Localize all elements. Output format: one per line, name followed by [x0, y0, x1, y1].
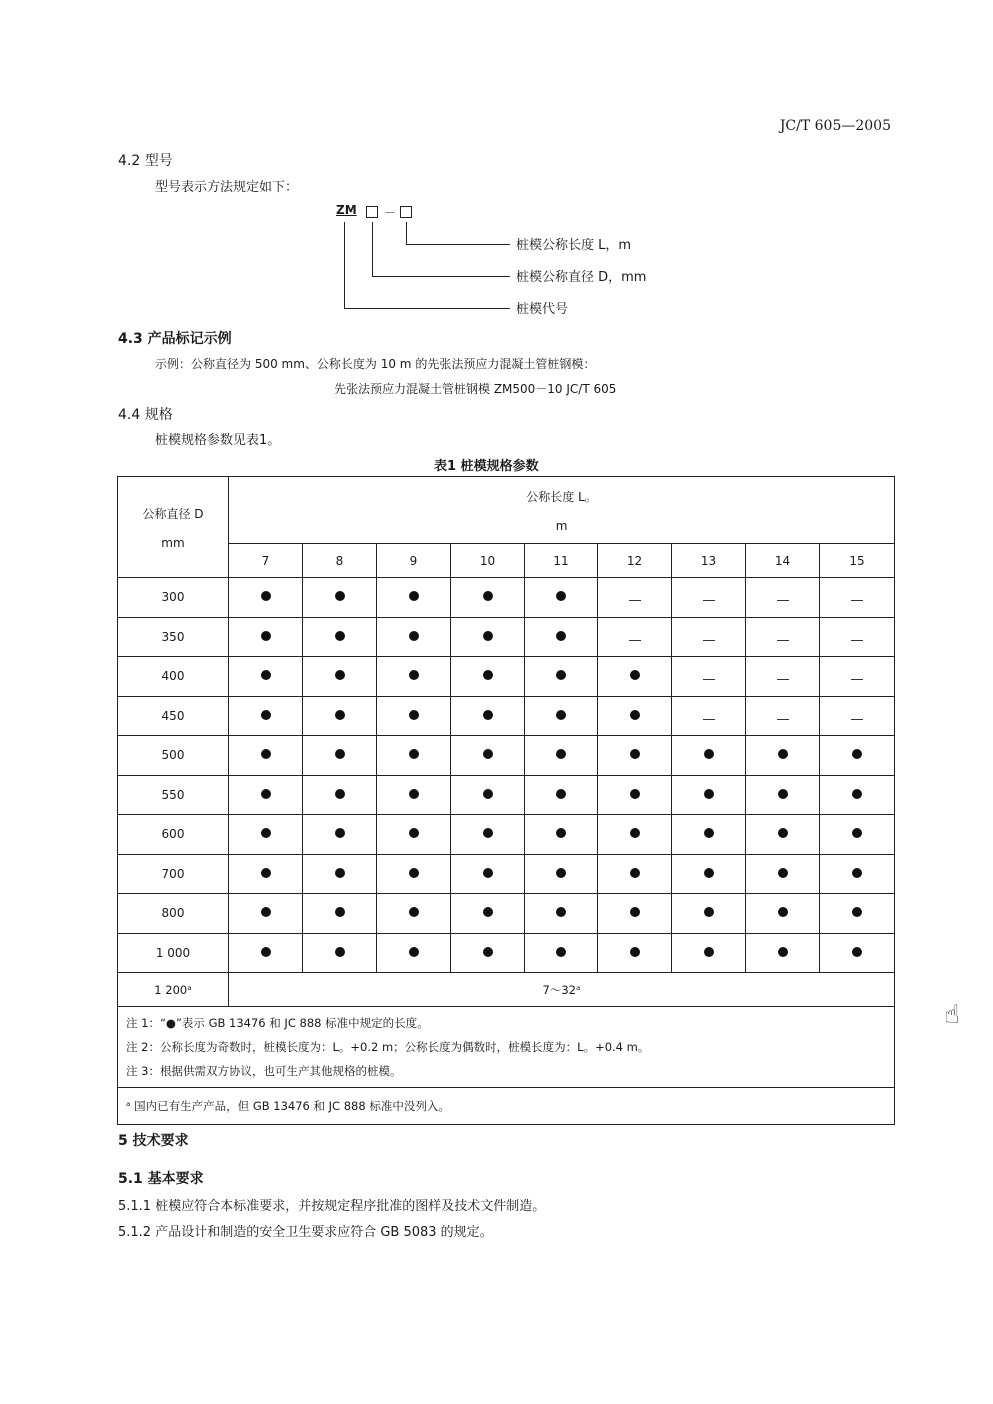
availability-cell — [303, 933, 377, 973]
length-header-6: 13 — [672, 544, 746, 578]
dot-marker — [335, 631, 345, 641]
diameter-cell: 1 000 — [118, 933, 229, 973]
row-header-cell — [118, 477, 229, 578]
table-row — [118, 933, 895, 973]
dot-marker — [852, 907, 862, 917]
availability-cell — [377, 854, 451, 894]
dot-marker — [704, 947, 714, 957]
availability-cell — [303, 696, 377, 736]
dot-marker — [778, 868, 788, 878]
diameter-cell: 500 — [118, 736, 229, 776]
availability-cell — [229, 854, 303, 894]
section-4-2-intro: 型号表示方法规定如下： — [155, 180, 299, 195]
availability-cell — [746, 815, 820, 855]
availability-cell — [525, 894, 598, 934]
section-5-title: 5 技术要求 — [118, 1133, 189, 1149]
availability-cell — [451, 657, 525, 697]
availability-cell — [820, 696, 895, 736]
dot-marker — [778, 789, 788, 799]
dot-marker — [704, 828, 714, 838]
availability-cell — [451, 578, 525, 618]
availability-cell — [820, 578, 895, 618]
length-header-2: 9 — [377, 544, 451, 578]
dot-marker — [778, 828, 788, 838]
availability-cell — [229, 775, 303, 815]
table-row — [118, 775, 895, 815]
dot-marker — [630, 670, 640, 680]
availability-cell — [525, 933, 598, 973]
dot-marker — [335, 789, 345, 799]
dot-marker — [483, 749, 493, 759]
dot-marker — [261, 710, 271, 720]
availability-cell — [525, 815, 598, 855]
diameter-cell: 300 — [118, 578, 229, 618]
dot-marker — [630, 828, 640, 838]
availability-cell — [672, 657, 746, 697]
diameter-cell: 550 — [118, 775, 229, 815]
availability-cell — [672, 775, 746, 815]
dot-marker — [409, 789, 419, 799]
dot-marker — [630, 749, 640, 759]
availability-cell — [820, 617, 895, 657]
availability-cell — [229, 736, 303, 776]
dot-marker — [556, 907, 566, 917]
availability-cell — [598, 578, 672, 618]
length-header-4: 11 — [525, 544, 598, 578]
table-row — [118, 815, 895, 855]
standard-code: JC/T 605—2005 — [779, 118, 891, 134]
model-prefix: ZM — [336, 203, 357, 217]
marking-text: 先张法预应力混凝土管桩钢模 ZM500－10 JC/T 605 — [334, 382, 617, 396]
table-row — [118, 894, 895, 934]
availability-cell — [820, 736, 895, 776]
table-row — [118, 578, 895, 618]
availability-cell — [672, 578, 746, 618]
availability-cell — [672, 736, 746, 776]
dot-marker — [261, 749, 271, 759]
availability-cell — [303, 657, 377, 697]
availability-cell — [451, 736, 525, 776]
dot-marker — [261, 868, 271, 878]
dot-marker — [556, 789, 566, 799]
availability-cell — [451, 696, 525, 736]
availability-cell — [451, 775, 525, 815]
dot-marker — [261, 591, 271, 601]
dot-marker — [630, 947, 640, 957]
length-header-3: 10 — [451, 544, 525, 578]
notes-row — [118, 1007, 895, 1088]
table-row — [118, 854, 895, 894]
dot-marker — [261, 947, 271, 957]
availability-cell — [672, 933, 746, 973]
availability-cell — [451, 617, 525, 657]
diameter-cell: 600 — [118, 815, 229, 855]
availability-cell — [820, 815, 895, 855]
code-leader-hline — [344, 308, 510, 309]
dot-marker — [335, 670, 345, 680]
dot-marker — [409, 591, 419, 601]
diameter-placeholder-box — [366, 206, 378, 218]
diameter-cell: 800 — [118, 894, 229, 934]
diameter-leader-hline — [372, 276, 510, 277]
length-header-row — [118, 544, 895, 578]
dot-marker — [483, 947, 493, 957]
section-4-3-title: 4.3 产品标记示例 — [118, 331, 232, 347]
availability-cell — [229, 617, 303, 657]
dot-marker — [483, 631, 493, 641]
dot-marker — [852, 789, 862, 799]
availability-cell — [525, 775, 598, 815]
availability-cell — [303, 617, 377, 657]
dash-marker — [629, 600, 641, 601]
dot-marker — [704, 789, 714, 799]
table-note: 注 3：根据供需双方协议，也可生产其他规格的桩模。 — [126, 1064, 402, 1078]
dot-marker — [483, 789, 493, 799]
length-header-0: 7 — [229, 544, 303, 578]
availability-cell — [303, 775, 377, 815]
availability-cell — [377, 578, 451, 618]
availability-cell — [229, 657, 303, 697]
availability-cell — [598, 775, 672, 815]
dot-marker — [409, 868, 419, 878]
availability-cell — [672, 854, 746, 894]
dot-marker — [778, 947, 788, 957]
dot-marker — [409, 631, 419, 641]
dash-marker — [703, 640, 715, 641]
spec-table — [117, 476, 895, 1125]
availability-cell — [746, 696, 820, 736]
availability-cell — [229, 815, 303, 855]
dot-marker — [556, 947, 566, 957]
diameter-cell: 450 — [118, 696, 229, 736]
dash-marker — [851, 640, 863, 641]
dash-marker — [703, 719, 715, 720]
availability-cell — [746, 854, 820, 894]
availability-cell — [525, 696, 598, 736]
availability-cell — [598, 933, 672, 973]
dot-marker — [335, 749, 345, 759]
diameter-leader-vline — [372, 222, 373, 276]
row-header-label: 公称直径 D — [142, 506, 204, 521]
col-header-label: 公称长度 L。 — [526, 489, 597, 504]
col-header-unit: m — [555, 518, 568, 533]
availability-cell — [746, 578, 820, 618]
availability-cell — [820, 894, 895, 934]
notes-cell — [118, 1007, 895, 1088]
availability-cell — [746, 736, 820, 776]
availability-cell — [672, 696, 746, 736]
availability-cell — [746, 657, 820, 697]
table-footnote: ᵃ 国内已有生产产品，但 GB 13476 和 JC 888 标准中没列入。 — [118, 1088, 895, 1125]
availability-cell — [229, 933, 303, 973]
availability-cell — [377, 775, 451, 815]
length-leader-vline — [406, 222, 407, 244]
dot-marker — [483, 591, 493, 601]
diameter-cell: 700 — [118, 854, 229, 894]
dot-marker — [483, 828, 493, 838]
dot-marker — [261, 631, 271, 641]
availability-cell — [377, 736, 451, 776]
availability-cell — [820, 854, 895, 894]
marking-example: 示例：公称直径为 500 mm、公称长度为 10 m 的先张法预应力混凝土管桩钢模： — [155, 357, 596, 371]
dot-marker — [483, 710, 493, 720]
footnote-row — [118, 1088, 895, 1125]
dot-marker — [261, 828, 271, 838]
code-leader-vline — [344, 222, 345, 308]
availability-cell — [451, 854, 525, 894]
dot-marker — [409, 749, 419, 759]
table-note: 注 1：“●”表示 GB 13476 和 JC 888 标准中规定的长度。 — [126, 1016, 429, 1030]
dot-marker — [409, 947, 419, 957]
table-caption: 表1 桩模规格参数 — [434, 459, 539, 474]
section-4-4-text: 桩模规格参数见表1。 — [155, 433, 281, 448]
dot-marker — [335, 710, 345, 720]
availability-cell — [229, 578, 303, 618]
length-leader-hline — [406, 244, 510, 245]
dot-marker — [409, 670, 419, 680]
dot-marker — [335, 591, 345, 601]
dot-marker — [852, 868, 862, 878]
availability-cell — [525, 617, 598, 657]
availability-cell — [746, 894, 820, 934]
dot-marker — [556, 631, 566, 641]
dash-marker — [777, 640, 789, 641]
availability-cell — [229, 696, 303, 736]
dot-marker — [704, 907, 714, 917]
length-header-5: 12 — [598, 544, 672, 578]
dash-marker — [703, 679, 715, 680]
dot-marker — [261, 907, 271, 917]
dot-marker — [483, 868, 493, 878]
dot-marker — [556, 868, 566, 878]
availability-cell — [303, 815, 377, 855]
availability-cell — [303, 578, 377, 618]
dot-marker — [409, 907, 419, 917]
table-note: 注 2：公称长度为奇数时，桩模长度为：L。+0.2 m；公称长度为偶数时，桩模长度为：L。+0.4 m。 — [126, 1040, 650, 1054]
model-separator: － — [384, 206, 397, 220]
availability-cell — [746, 775, 820, 815]
availability-cell — [303, 736, 377, 776]
availability-cell — [820, 657, 895, 697]
availability-cell — [598, 894, 672, 934]
dot-marker — [409, 710, 419, 720]
dot-marker — [556, 749, 566, 759]
section-5-1-2: 5.1.2 产品设计和制造的安全卫生要求应符合 GB 5083 的规定。 — [118, 1225, 493, 1240]
dot-marker — [630, 789, 640, 799]
availability-cell — [598, 657, 672, 697]
hand-cursor-icon: ☝ — [944, 1000, 960, 1030]
special-range-cell: 7～32ᵃ — [229, 973, 895, 1007]
availability-cell — [598, 854, 672, 894]
dash-marker — [851, 679, 863, 680]
availability-cell — [229, 894, 303, 934]
table-row — [118, 736, 895, 776]
dash-marker — [777, 719, 789, 720]
length-placeholder-box — [400, 206, 412, 218]
availability-cell — [746, 933, 820, 973]
availability-cell — [377, 933, 451, 973]
row-header-unit: mm — [161, 535, 185, 550]
availability-cell — [377, 657, 451, 697]
table-row — [118, 696, 895, 736]
availability-cell — [377, 815, 451, 855]
availability-cell — [525, 657, 598, 697]
col-header-cell — [229, 477, 895, 544]
dot-marker — [852, 749, 862, 759]
availability-cell — [598, 617, 672, 657]
model-diagram — [330, 200, 690, 320]
availability-cell — [820, 775, 895, 815]
dash-marker — [851, 600, 863, 601]
special-diameter-cell: 1 200ᵃ — [118, 973, 229, 1007]
dot-marker — [335, 907, 345, 917]
diameter-cell: 400 — [118, 657, 229, 697]
section-4-2-title: 4.2 型号 — [118, 153, 173, 169]
dot-marker — [852, 828, 862, 838]
section-4-4-title: 4.4 规格 — [118, 407, 173, 423]
length-header-7: 14 — [746, 544, 820, 578]
dot-marker — [409, 828, 419, 838]
availability-cell — [377, 894, 451, 934]
dash-marker — [851, 719, 863, 720]
availability-cell — [451, 815, 525, 855]
dash-marker — [777, 679, 789, 680]
length-header-1: 8 — [303, 544, 377, 578]
dot-marker — [556, 591, 566, 601]
dot-marker — [704, 868, 714, 878]
section-5-1-title: 5.1 基本要求 — [118, 1171, 204, 1187]
dot-marker — [630, 710, 640, 720]
dot-marker — [261, 789, 271, 799]
availability-cell — [377, 617, 451, 657]
dot-marker — [483, 907, 493, 917]
availability-cell — [598, 696, 672, 736]
availability-cell — [672, 617, 746, 657]
special-row — [118, 973, 895, 1007]
availability-cell — [598, 815, 672, 855]
availability-cell — [303, 854, 377, 894]
section-5-1-1: 5.1.1 桩模应符合本标准要求，并按规定程序批准的图样及技术文件制造。 — [118, 1199, 546, 1214]
availability-cell — [525, 854, 598, 894]
dot-marker — [630, 868, 640, 878]
dot-marker — [704, 749, 714, 759]
availability-cell — [672, 894, 746, 934]
availability-cell — [377, 696, 451, 736]
dot-marker — [556, 828, 566, 838]
length-label: 桩模公称长度 L，m — [516, 238, 632, 253]
dash-marker — [703, 600, 715, 601]
dash-marker — [629, 640, 641, 641]
dot-marker — [261, 670, 271, 680]
dot-marker — [778, 749, 788, 759]
table-row — [118, 657, 895, 697]
dash-marker — [777, 600, 789, 601]
dot-marker — [630, 907, 640, 917]
dot-marker — [778, 907, 788, 917]
availability-cell — [746, 617, 820, 657]
dot-marker — [335, 947, 345, 957]
dot-marker — [556, 670, 566, 680]
availability-cell — [672, 815, 746, 855]
availability-cell — [303, 894, 377, 934]
code-label: 桩模代号 — [516, 302, 569, 317]
availability-cell — [525, 578, 598, 618]
length-header-8: 15 — [820, 544, 895, 578]
dot-marker — [852, 947, 862, 957]
dot-marker — [556, 710, 566, 720]
availability-cell — [451, 894, 525, 934]
availability-cell — [451, 933, 525, 973]
diameter-label: 桩模公称直径 D，mm — [516, 270, 647, 285]
dot-marker — [483, 670, 493, 680]
table-row — [118, 617, 895, 657]
dot-marker — [335, 868, 345, 878]
availability-cell — [598, 736, 672, 776]
dot-marker — [335, 828, 345, 838]
availability-cell — [820, 933, 895, 973]
diameter-cell: 350 — [118, 617, 229, 657]
availability-cell — [525, 736, 598, 776]
